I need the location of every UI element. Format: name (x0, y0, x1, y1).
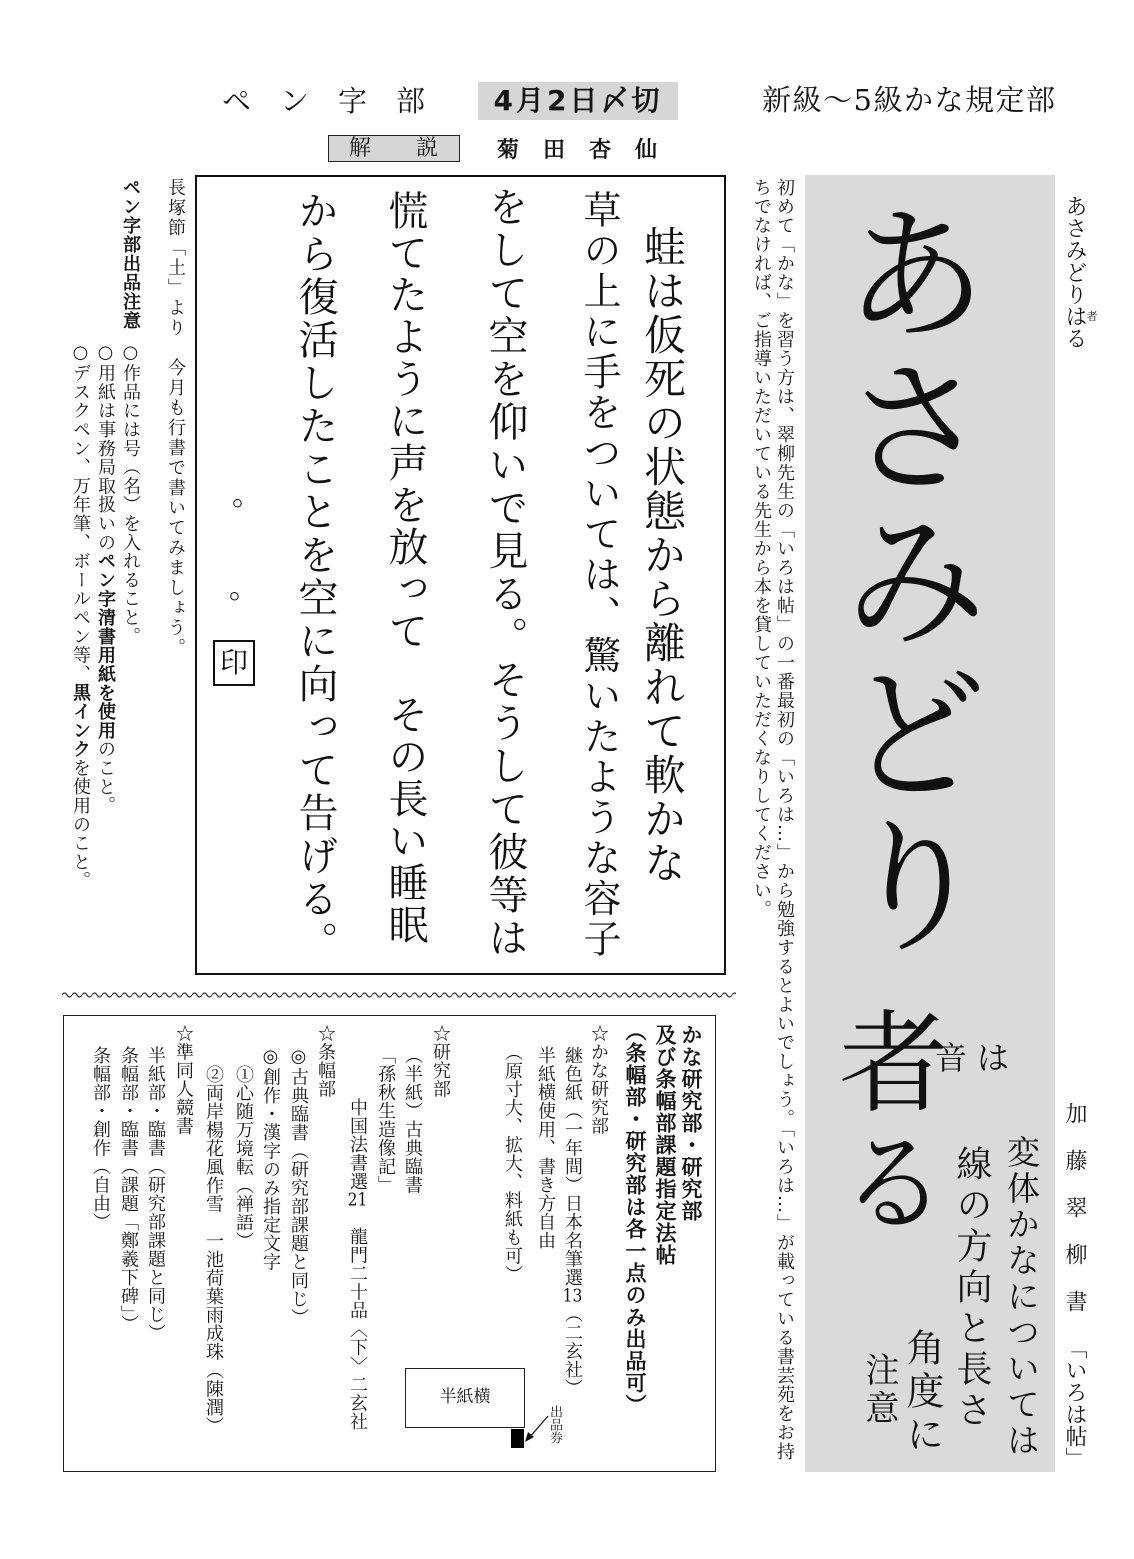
credit-author: 加藤翠柳書 (1062, 1102, 1087, 1337)
note-ink-emphasis: 黒インク (70, 683, 91, 759)
entry-ticket-label: 出品券 (547, 1405, 562, 1444)
annotation-line: 変体かなについては (1002, 1135, 1041, 1459)
associate-line: 半紙部・臨書（研究部課題と同じ） (145, 1046, 166, 1342)
note-paper-text-end: のこと。 (95, 739, 116, 816)
sample-credit (1063, 1102, 1085, 1469)
submission-notes-title: ペン字部出品注意 (120, 178, 141, 330)
model-line: から復活したことを空に向って告げる。 (292, 190, 338, 964)
wavy-divider (62, 989, 736, 1001)
assignments-heading: 及び条幅部課題指定法帖 (653, 1024, 677, 1266)
note-ink-text: ○デスクペン、万年筆、ボールペン等、 (70, 342, 91, 684)
commentary-label: 解説 (349, 136, 484, 161)
source-note: 長塚節「土」より 今月も行書で書いてみましょう。 (165, 178, 186, 658)
note-ink (71, 342, 89, 890)
model-line: をして空を仰いで見る。そうして彼等は (482, 186, 528, 960)
associate-line: 条幅部・創作（自由） (90, 1046, 111, 1231)
scroll-line: ①心随万境転（禅語） (233, 1065, 254, 1250)
research-line: 「孫秋生造像記」 (375, 1046, 396, 1194)
kana-research-title: ☆かな研究部 (588, 1024, 609, 1135)
paper-format-label: 半紙横 (439, 1387, 491, 1407)
hentaigana-ruby: 者 (1085, 305, 1098, 327)
kana-research-text: 継色紙（一年間）日本名筆選13（二玄社） (562, 1046, 583, 1397)
model-line: 草の上に手をついては、驚いたような容子 (577, 190, 621, 960)
note-paper (96, 342, 114, 815)
note-paper-text: ○用紙は事務局取扱いの (95, 342, 116, 552)
note-ink-text-end: を使用のこと。 (70, 758, 91, 891)
research-source: 中国法書選21 龍門二十品〈下〉二玄社 (347, 1098, 368, 1431)
kana-research-usage: 半紙横使用、書き方自由 (535, 1046, 556, 1250)
annotation-line: 注意 (859, 1352, 899, 1428)
model-line: 慌てたように声を放って その長い睡眠 (382, 190, 428, 946)
kana-title-main: あさみどり (1062, 195, 1087, 305)
scroll-line: ◎創作・漢字のみ指定文字 (260, 1046, 281, 1271)
advice-line: 初めて「かな」を習う方は、翠柳先生の「いろは帖」の一番最初の「いろは…」から勉強するとよいでしょう。「いろは…」が載っている書芸苑をお持 (774, 178, 795, 1461)
note-pen-name: ○作品には号（名）を入れること。 (120, 342, 141, 646)
credit-book: 「いろは帖」 (1062, 1337, 1087, 1469)
scroll-line: ②両岸楊花風作雪 一池荷葉雨成珠（陳潤） (203, 1065, 224, 1435)
model-mark: 。 (229, 571, 259, 606)
volume-number: 13 (562, 1286, 583, 1305)
scroll-title: ☆条幅部 (315, 1024, 336, 1098)
kana-research-note: （原寸大、拡大、料紙も可） (502, 1043, 523, 1284)
assignments-heading: かな研究部・研究部 (679, 1024, 703, 1222)
annotation-line: 角度に (900, 1328, 944, 1457)
kana-title-end: る (1062, 327, 1087, 349)
kana-calligraphy-hentaigana: 者る (821, 1005, 949, 1245)
annotation-line: 線の方向と長さ (951, 1145, 992, 1432)
associate-line: 条幅部・臨書（課題「鄭羲下碑」） (118, 1046, 139, 1333)
section-title: ペン字部 (222, 84, 455, 118)
kana-sample-title (1063, 195, 1098, 349)
kana-title-hentaigana: は者 (1062, 305, 1098, 327)
volume-number: 21 (347, 1190, 368, 1209)
advice-line: ちでなければ、ご指導いただいている先生から本を貸していただくなりしてください。 (751, 178, 772, 919)
division-title: 新級～5級かな規定部 (762, 83, 1057, 117)
associate-title: ☆準同人競書 (173, 1024, 194, 1135)
research-title: ☆研究部 (430, 1024, 451, 1098)
annotation-head: 音は (935, 1039, 1020, 1077)
scroll-line: ◎古典臨書（研究部課題と同じ） (288, 1046, 309, 1327)
note-paper-emphasis: ペン字清書用紙を使用 (95, 551, 116, 740)
assignments-heading-note: （条幅部・研究部は各一点のみ出品可） (623, 1020, 647, 1416)
model-mark: 。 (232, 478, 262, 513)
research-line: （半紙）古典臨書 (402, 1046, 423, 1194)
kana-calligraphy: あさみどり (818, 197, 990, 962)
model-line: 蛙は仮死の状態から離れて軟かな (638, 225, 687, 885)
seal-mark: 印 (213, 640, 255, 686)
deadline: 4月2日〆切 (493, 84, 663, 117)
commentator-name: 菊田杏仙 (497, 137, 682, 163)
